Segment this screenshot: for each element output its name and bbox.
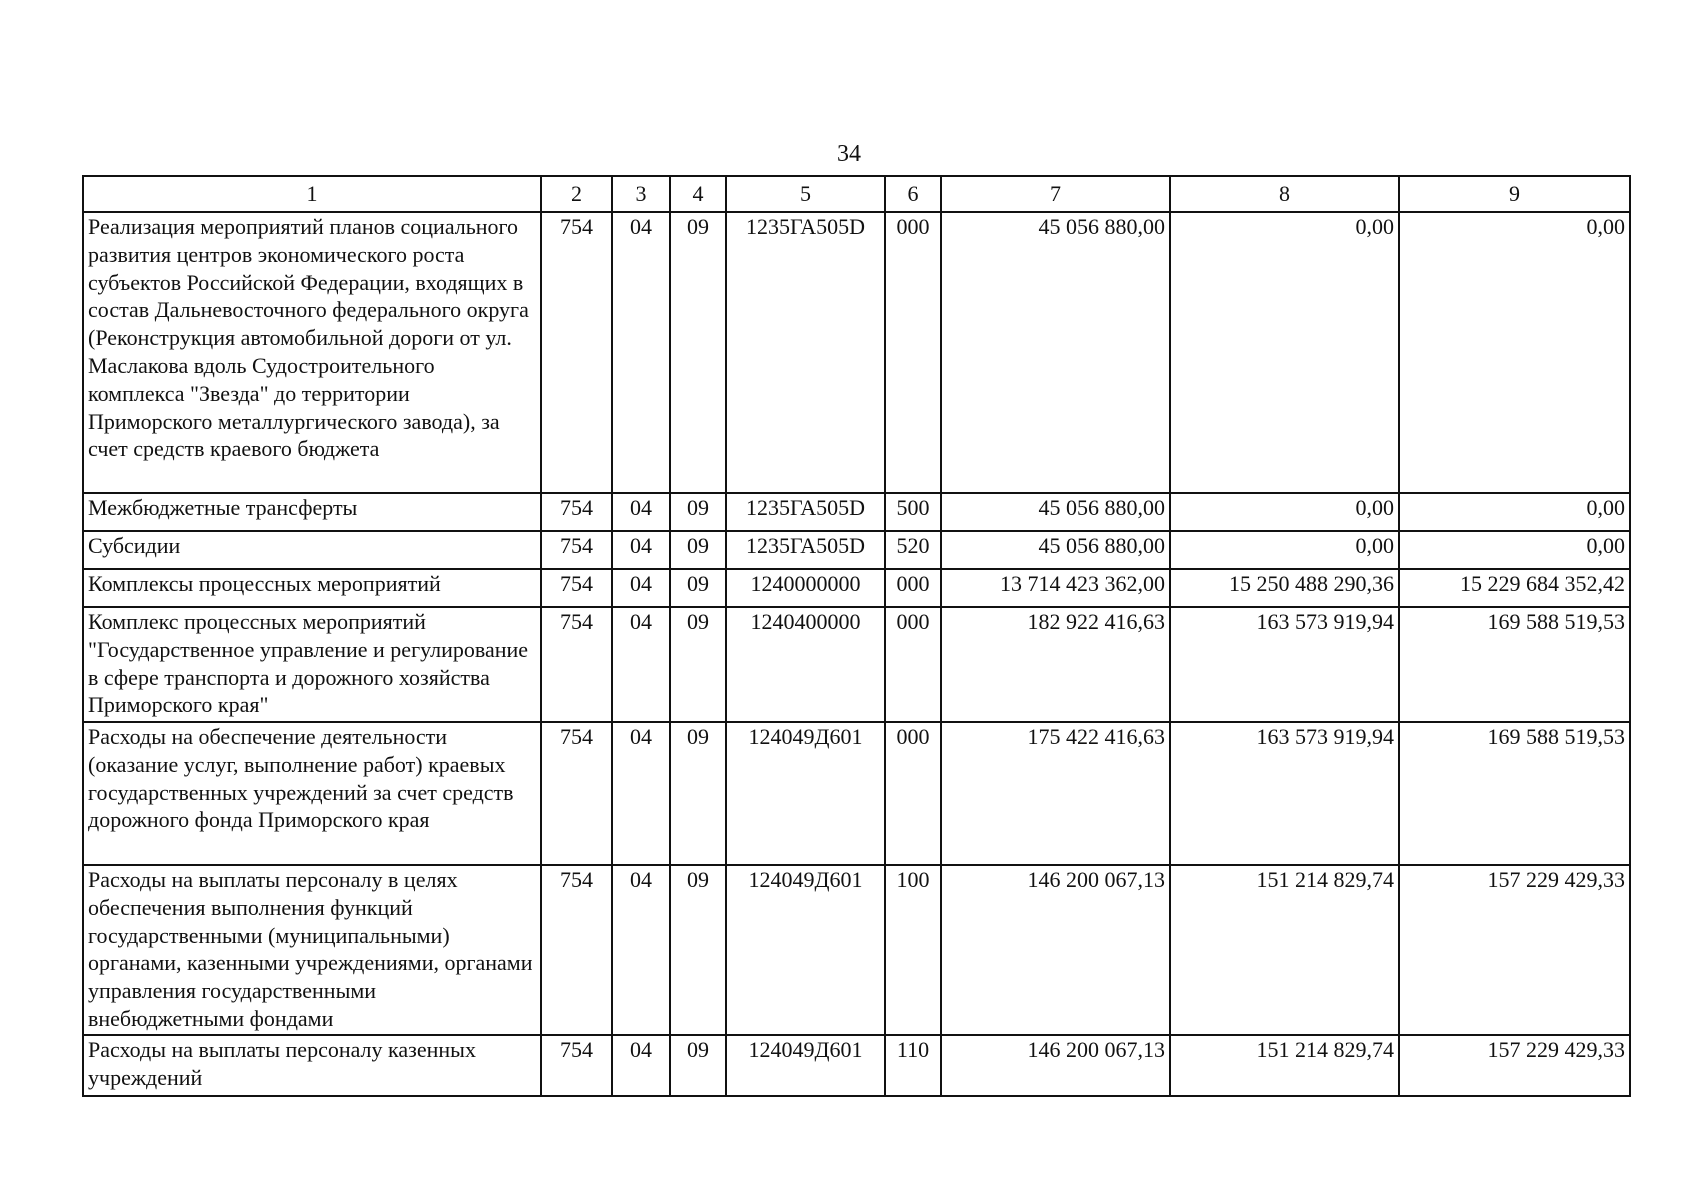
amount-col-9: 157 229 429,33: [1399, 1035, 1630, 1096]
column-header-5: 5: [726, 176, 885, 212]
section-code: 04: [612, 865, 670, 1035]
ministry-code: 754: [541, 493, 612, 531]
target-article-code: 124049Д601: [726, 865, 885, 1035]
amount-col-8: 163 573 919,94: [1170, 607, 1399, 722]
page-number: 34: [837, 141, 861, 167]
ministry-code: 754: [541, 722, 612, 865]
column-header-8: 8: [1170, 176, 1399, 212]
amount-col-7: 146 200 067,13: [941, 865, 1170, 1035]
section-code: 04: [612, 531, 670, 569]
amount-col-8: 151 214 829,74: [1170, 865, 1399, 1035]
amount-col-9: 0,00: [1399, 212, 1630, 493]
subsection-code: 09: [670, 865, 726, 1035]
table-row: [83, 212, 1630, 493]
amount-col-8: 151 214 829,74: [1170, 1035, 1399, 1096]
budget-table: [82, 175, 1631, 1097]
target-article-code: 124049Д601: [726, 722, 885, 865]
column-header-2: 2: [541, 176, 612, 212]
section-code: 04: [612, 569, 670, 607]
ministry-code: 754: [541, 569, 612, 607]
section-code: 04: [612, 722, 670, 865]
table-row: [83, 531, 1630, 569]
column-header-7: 7: [941, 176, 1170, 212]
amount-col-7: 146 200 067,13: [941, 1035, 1170, 1096]
subsection-code: 09: [670, 569, 726, 607]
expense-type-code: 000: [885, 212, 941, 493]
section-code: 04: [612, 607, 670, 722]
amount-col-7: 45 056 880,00: [941, 531, 1170, 569]
amount-col-9: 0,00: [1399, 493, 1630, 531]
table-row: [83, 493, 1630, 531]
amount-col-9: 157 229 429,33: [1399, 865, 1630, 1035]
target-article-code: 1240000000: [726, 569, 885, 607]
subsection-code: 09: [670, 722, 726, 865]
section-code: 04: [612, 493, 670, 531]
row-name: Межбюджетные трансферты: [83, 493, 541, 531]
amount-col-7: 45 056 880,00: [941, 212, 1170, 493]
table-row: [83, 865, 1630, 1035]
row-name: Комплексы процессных мероприятий: [83, 569, 541, 607]
target-article-code: 124049Д601: [726, 1035, 885, 1096]
amount-col-7: 45 056 880,00: [941, 493, 1170, 531]
expense-type-code: 000: [885, 607, 941, 722]
expense-type-code: 500: [885, 493, 941, 531]
subsection-code: 09: [670, 212, 726, 493]
column-header-3: 3: [612, 176, 670, 212]
ministry-code: 754: [541, 212, 612, 493]
table-row: [83, 1035, 1630, 1096]
ministry-code: 754: [541, 531, 612, 569]
subsection-code: 09: [670, 531, 726, 569]
section-code: 04: [612, 1035, 670, 1096]
ministry-code: 754: [541, 607, 612, 722]
ministry-code: 754: [541, 1035, 612, 1096]
amount-col-8: 163 573 919,94: [1170, 722, 1399, 865]
row-name: Субсидии: [83, 531, 541, 569]
column-header-6: 6: [885, 176, 941, 212]
section-code: 04: [612, 212, 670, 493]
table-row: [83, 569, 1630, 607]
amount-col-9: 169 588 519,53: [1399, 607, 1630, 722]
column-header-4: 4: [670, 176, 726, 212]
amount-col-8: 0,00: [1170, 212, 1399, 493]
subsection-code: 09: [670, 1035, 726, 1096]
amount-col-8: 0,00: [1170, 531, 1399, 569]
column-header-9: 9: [1399, 176, 1630, 212]
amount-col-7: 182 922 416,63: [941, 607, 1170, 722]
expense-type-code: 520: [885, 531, 941, 569]
target-article-code: 1235ГА505D: [726, 493, 885, 531]
row-name: Расходы на выплаты персоналу в целях обеспечения выполнения функций государственными (муниципальными) органами, казенными учреждениями, органами управления государственными внебюджетными фондами: [83, 865, 541, 1035]
expense-type-code: 000: [885, 569, 941, 607]
row-name: Реализация мероприятий планов социального развития центров экономического роста субъектов Российской Федерации, входящих в состав Дальневосточного федерального округа (Реконструкция автомобильной дороги от ул. Маслакова вдоль Судостроительного комплекса "Звезда" до территории Приморского металлургического завода), за счет средств краевого бюджета: [83, 212, 541, 493]
column-header-1: 1: [83, 176, 541, 212]
expense-type-code: 000: [885, 722, 941, 865]
row-name: Расходы на обеспечение деятельности (оказание услуг, выполнение работ) краевых государственных учреждений за счет средств дорожного фонда Приморского края: [83, 722, 541, 865]
target-article-code: 1235ГА505D: [726, 212, 885, 493]
subsection-code: 09: [670, 493, 726, 531]
target-article-code: 1235ГА505D: [726, 531, 885, 569]
table-row: [83, 722, 1630, 865]
amount-col-8: 15 250 488 290,36: [1170, 569, 1399, 607]
amount-col-9: 15 229 684 352,42: [1399, 569, 1630, 607]
table-row: [83, 607, 1630, 722]
amount-col-8: 0,00: [1170, 493, 1399, 531]
target-article-code: 1240400000: [726, 607, 885, 722]
row-name: Расходы на выплаты персоналу казенных учреждений: [83, 1035, 541, 1096]
expense-type-code: 110: [885, 1035, 941, 1096]
subsection-code: 09: [670, 607, 726, 722]
amount-col-7: 175 422 416,63: [941, 722, 1170, 865]
amount-col-7: 13 714 423 362,00: [941, 569, 1170, 607]
header-row: [83, 176, 1630, 212]
row-name: Комплекс процессных мероприятий "Государственное управление и регулирование в сфере транспорта и дорожного хозяйства Приморского края": [83, 607, 541, 722]
amount-col-9: 0,00: [1399, 531, 1630, 569]
ministry-code: 754: [541, 865, 612, 1035]
amount-col-9: 169 588 519,53: [1399, 722, 1630, 865]
expense-type-code: 100: [885, 865, 941, 1035]
